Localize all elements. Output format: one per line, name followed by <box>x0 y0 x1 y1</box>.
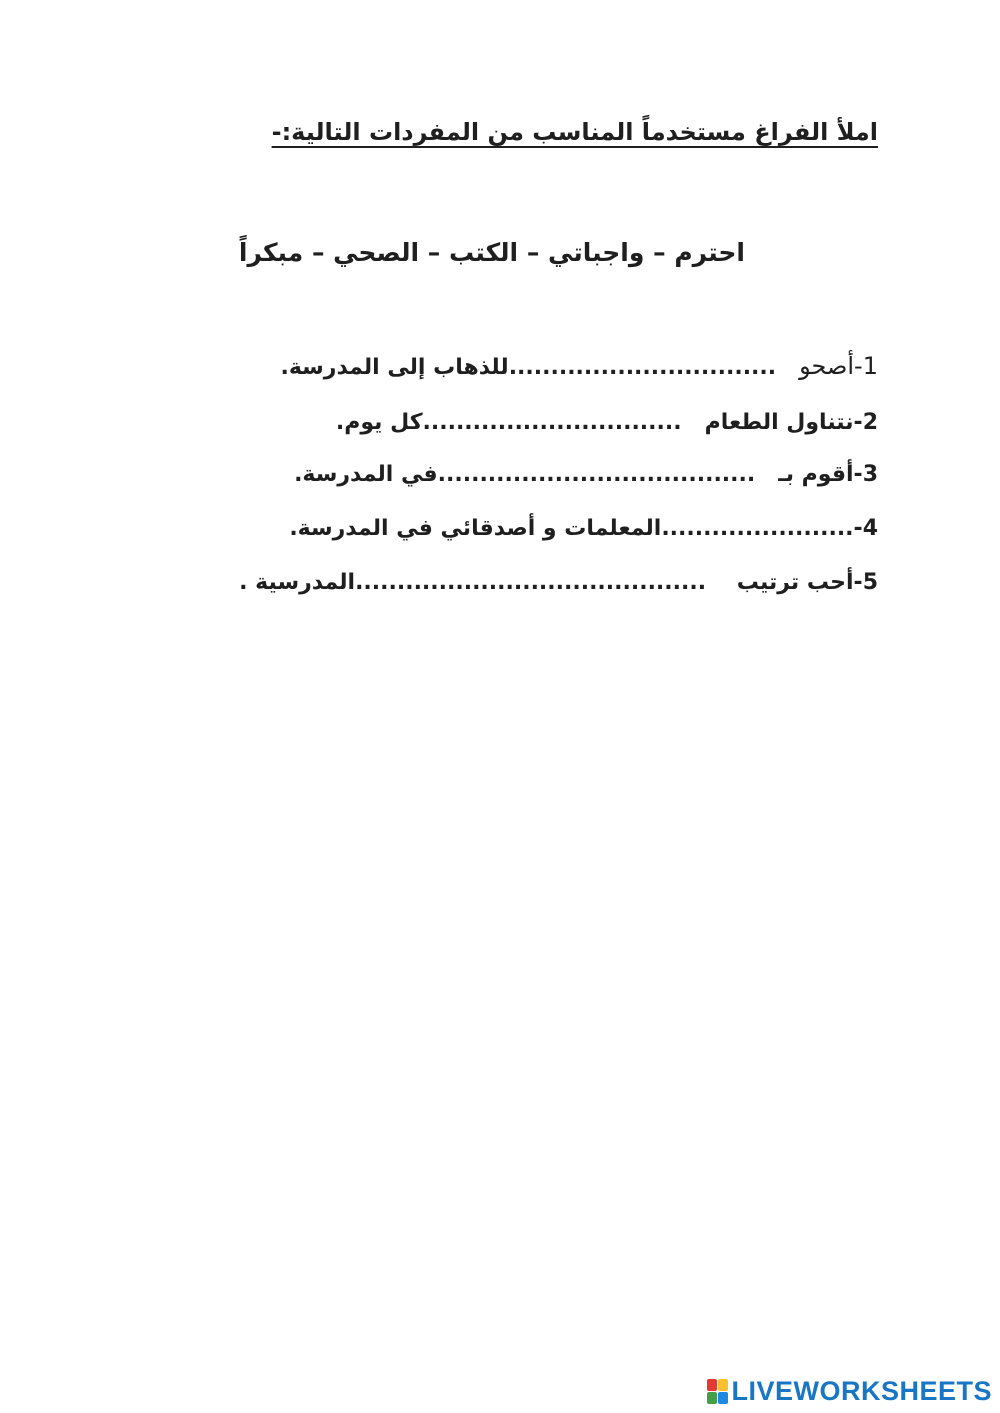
word-bank: احترم – واجباتي – الكتب – الصحي – مبكراً <box>238 238 745 267</box>
answer-blank[interactable]: ...................................... <box>437 462 756 487</box>
question-number: 2- <box>853 410 878 435</box>
question-text-after: المدرسية . <box>239 570 356 595</box>
question-4 <box>289 516 878 541</box>
question-5 <box>239 570 878 595</box>
question-text-after: في المدرسة. <box>294 462 438 487</box>
question-number: 3- <box>853 462 878 487</box>
answer-blank[interactable]: .......................................... <box>355 570 707 595</box>
question-text-before: أصحو <box>799 352 855 380</box>
question-2 <box>336 410 878 435</box>
question-1 <box>280 352 878 380</box>
question-number: 1- <box>854 352 878 380</box>
liveworksheets-logo-icon <box>707 1379 728 1404</box>
question-number: 5- <box>853 570 878 595</box>
question-text-before: أقوم بـ <box>778 462 854 487</box>
question-number: 4- <box>853 516 878 541</box>
question-text-after: للذهاب إلى المدرسة. <box>280 355 509 380</box>
answer-blank[interactable]: ............................... <box>422 410 682 435</box>
question-3 <box>294 462 878 487</box>
answer-blank[interactable]: ................................ <box>508 355 777 380</box>
brand-name: LIVEWORKSHEETS <box>731 1376 992 1406</box>
answer-blank[interactable]: ....................... <box>661 516 854 541</box>
question-text-before: أحب ترتيب <box>736 570 854 595</box>
question-text-after: المعلمات و أصدقائي في المدرسة. <box>289 516 662 541</box>
instruction-heading: املأ الفراغ مستخدماً المناسب من المفردات التالية:- <box>271 118 878 146</box>
question-text-after: كل يوم. <box>335 410 423 435</box>
liveworksheets-watermark <box>707 1376 992 1407</box>
question-text-before: نتناول الطعام <box>704 410 854 435</box>
